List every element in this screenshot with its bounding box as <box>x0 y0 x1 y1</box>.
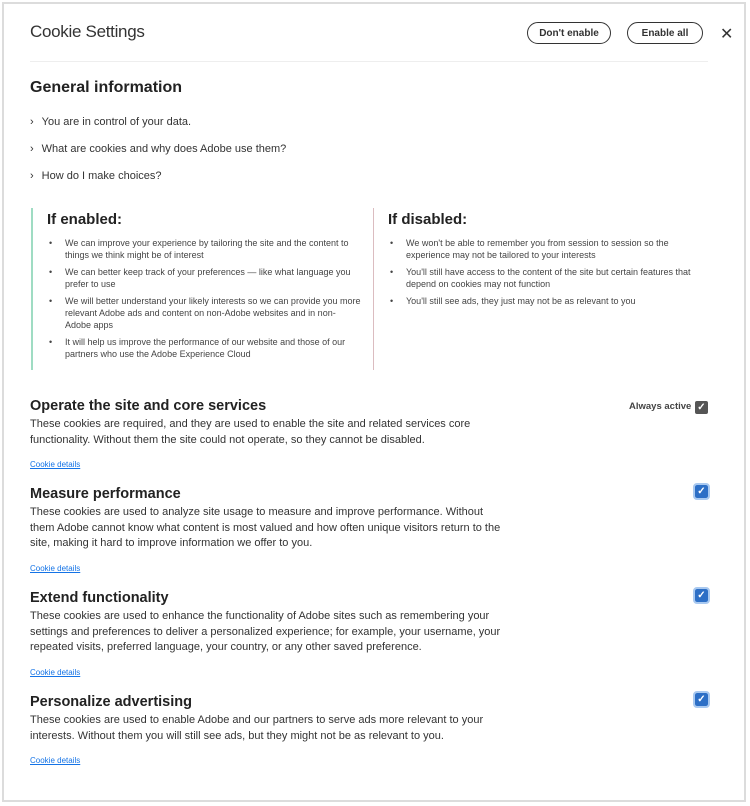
always-active-label: Always active <box>629 401 692 412</box>
section-heading: Operate the site and core services <box>30 398 267 414</box>
cookie-details-link[interactable]: Cookie details <box>30 756 81 765</box>
accordion-item[interactable] <box>30 116 191 128</box>
accordion-label: You are in control of your data. <box>41 116 192 128</box>
cookie-details-link[interactable]: Cookie details <box>30 563 81 573</box>
section-personalize-advertising <box>30 694 720 768</box>
cookie-details-link[interactable]: Cookie details <box>30 460 81 469</box>
extend-functionality-checkbox[interactable] <box>695 589 708 602</box>
dialog-title: Cookie Settings <box>30 22 145 41</box>
section-text: These cookies are used to enable Adobe and our partners to serve ads more relevant to your interests. Without them you will still see ads, but they might not be as relevant to you. <box>30 714 484 742</box>
personalize-advertising-checkbox[interactable] <box>695 693 708 706</box>
chevron-right-icon: › <box>30 143 34 155</box>
dont-enable-button[interactable]: Don't enable <box>527 22 611 44</box>
list-item: • You'll still have access to the content of the site but certain features that depend on cookies may not function <box>388 266 713 290</box>
list-item: • It will help us improve the performance of our website and those of our partners who use the Adobe Experience Cloud <box>47 336 361 360</box>
check-icon: ✓ <box>697 402 706 413</box>
accordion-label: How do I make choices? <box>41 170 162 182</box>
accordion-label: What are cookies and why does Adobe use them? <box>41 143 287 155</box>
section-operate <box>30 398 720 472</box>
if-disabled-panel <box>373 208 713 370</box>
section-heading: Personalize advertising <box>30 694 192 710</box>
section-heading: Extend functionality <box>30 590 169 606</box>
list-item: • We won't be able to remember you from session to session so the experience may not be tailored to your interests <box>388 237 713 261</box>
if-enabled-panel <box>31 208 361 370</box>
always-active-checkbox <box>695 401 708 414</box>
section-text: These cookies are used to enhance the functionality of Adobe sites such as remembering your settings and preferences to deliver a personalized experience; for example, your username, your repeated visits, preferred language, your country, or any other saved preference. <box>30 610 501 653</box>
if-enabled-heading: If enabled: <box>47 211 123 228</box>
general-information-heading: General information <box>30 79 183 96</box>
close-icon[interactable]: ✕ <box>720 26 734 43</box>
list-item: • You'll still see ads, they just may not be as relevant to you <box>388 295 713 307</box>
section-heading: Measure performance <box>30 486 181 502</box>
list-item: • We can better keep track of your preferences — like what language you prefer to use <box>47 266 361 290</box>
section-text: These cookies are used to analyze site usage to measure and improve performance. Without them Adobe cannot know what content is most valued and how often unique visitors return to the site, making it hard to improve information we offer to you. <box>30 506 501 549</box>
list-item: • We can improve your experience by tailoring the site and the content to things we think might be of interest <box>47 237 361 261</box>
chevron-right-icon: › <box>30 170 34 182</box>
cookie-details-link[interactable]: Cookie details <box>30 667 81 677</box>
check-icon: ✓ <box>697 486 706 497</box>
accordion-item[interactable] <box>30 143 286 155</box>
accordion-item[interactable] <box>30 170 162 182</box>
if-disabled-heading: If disabled: <box>388 211 468 228</box>
section-measure-performance <box>30 486 720 576</box>
section-extend-functionality <box>30 590 720 680</box>
header-divider <box>30 61 708 62</box>
measure-performance-checkbox[interactable] <box>695 485 708 498</box>
section-text: These cookies are required, and they are used to enable the site and related services core functionality. Without them the site could not operate, so they cannot be disabled. <box>30 418 471 446</box>
list-item: • We will better understand your likely interests so we can provide you more relevant Adobe ads and content on non-Adobe websites and in non-Adobe apps <box>47 295 361 331</box>
check-icon: ✓ <box>697 694 706 705</box>
check-icon: ✓ <box>697 590 706 601</box>
enable-all-button[interactable]: Enable all <box>627 22 703 44</box>
chevron-right-icon: › <box>30 116 34 128</box>
